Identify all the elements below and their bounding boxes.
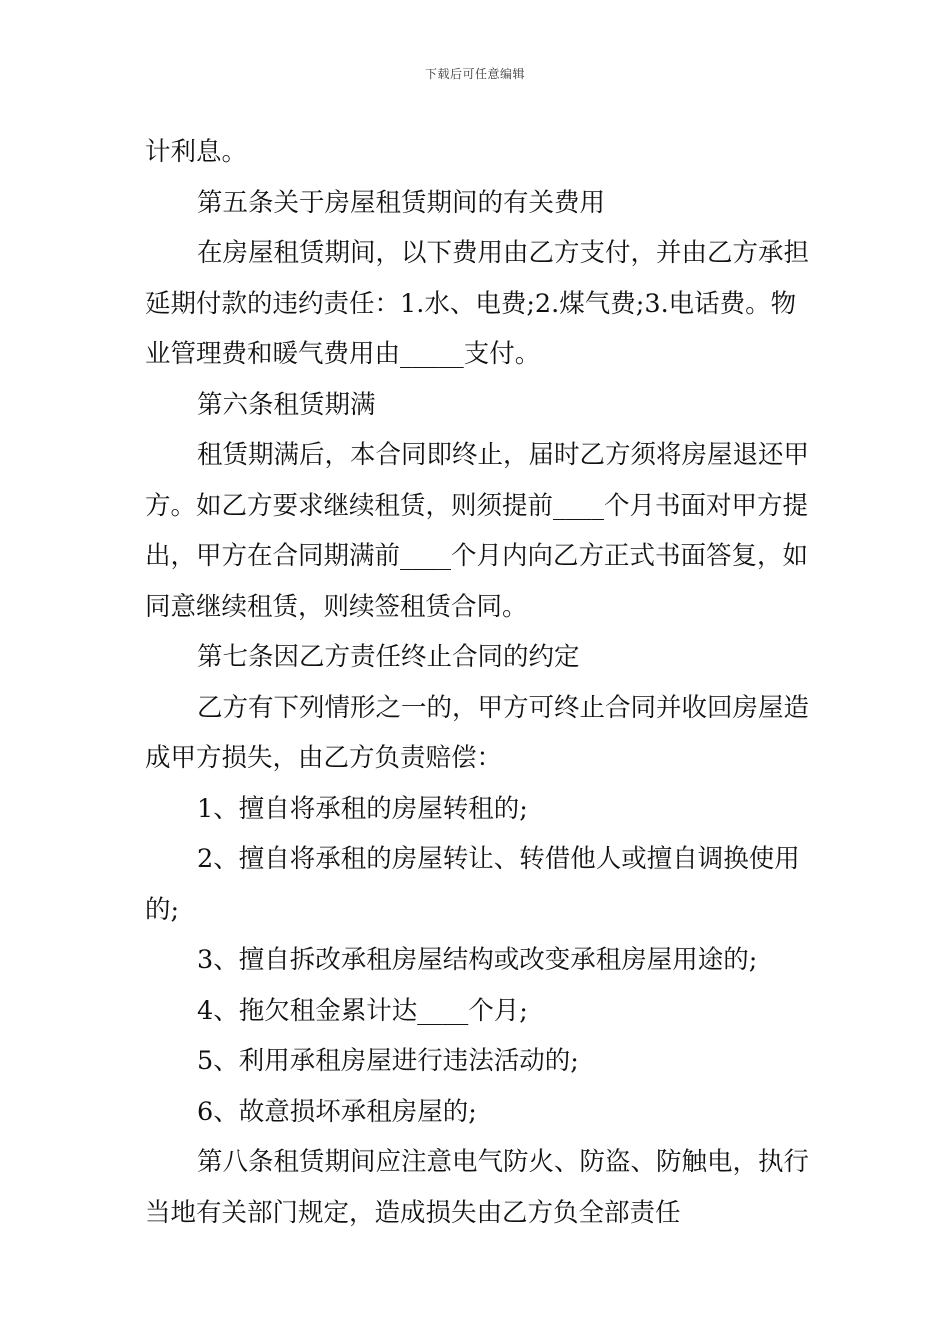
list-item: 6、故意损坏承租房屋的;	[197, 1096, 477, 1127]
article-heading: 第六条租赁期满	[197, 389, 376, 420]
paragraph: 计利息。	[145, 137, 248, 167]
article-heading: 第五条关于房屋租赁期间的有关费用	[197, 187, 606, 218]
list-item: 2、擅自将承租的房屋转让、转借他人或擅自调换使用的;	[145, 844, 800, 925]
article-heading: 第八条租赁期间应注意电气防火、防盗、防触电，执行当地有关部门规定，造成损失由乙方负全部责任	[145, 1147, 810, 1228]
paragraph: 租赁期满后，本合同即终止，届时乙方须将房屋退还甲方。如乙方要求继续租赁，则须提前____个月书面对甲方提出，甲方在合同期满前____个月内向乙方正式书面答复，如同意继续租赁，则续签租赁合同。	[145, 440, 810, 622]
paragraph: 乙方有下列情形之一的，甲方可终止合同并收回房屋造成甲方损失，由乙方负责赔偿：	[145, 692, 810, 773]
list-item: 4、拖欠租金累计达____个月;	[197, 995, 528, 1026]
list-item: 3、擅自拆改承租房屋结构或改变承租房屋用途的;	[197, 945, 758, 975]
article-heading: 第七条因乙方责任终止合同的约定	[197, 642, 580, 672]
document-body	[145, 127, 815, 1238]
list-item: 1、擅自将承租的房屋转租的;	[197, 793, 528, 824]
list-item: 5、利用承租房屋进行违法活动的;	[197, 1046, 579, 1076]
paragraph: 在房屋租赁期间，以下费用由乙方支付，并由乙方承担延期付款的违约责任：1.水、电费;2.煤气费;3.电话费。物业管理费和暖气费用由_____支付。	[145, 238, 810, 369]
page-header: 下载后可任意编辑	[424, 67, 525, 81]
